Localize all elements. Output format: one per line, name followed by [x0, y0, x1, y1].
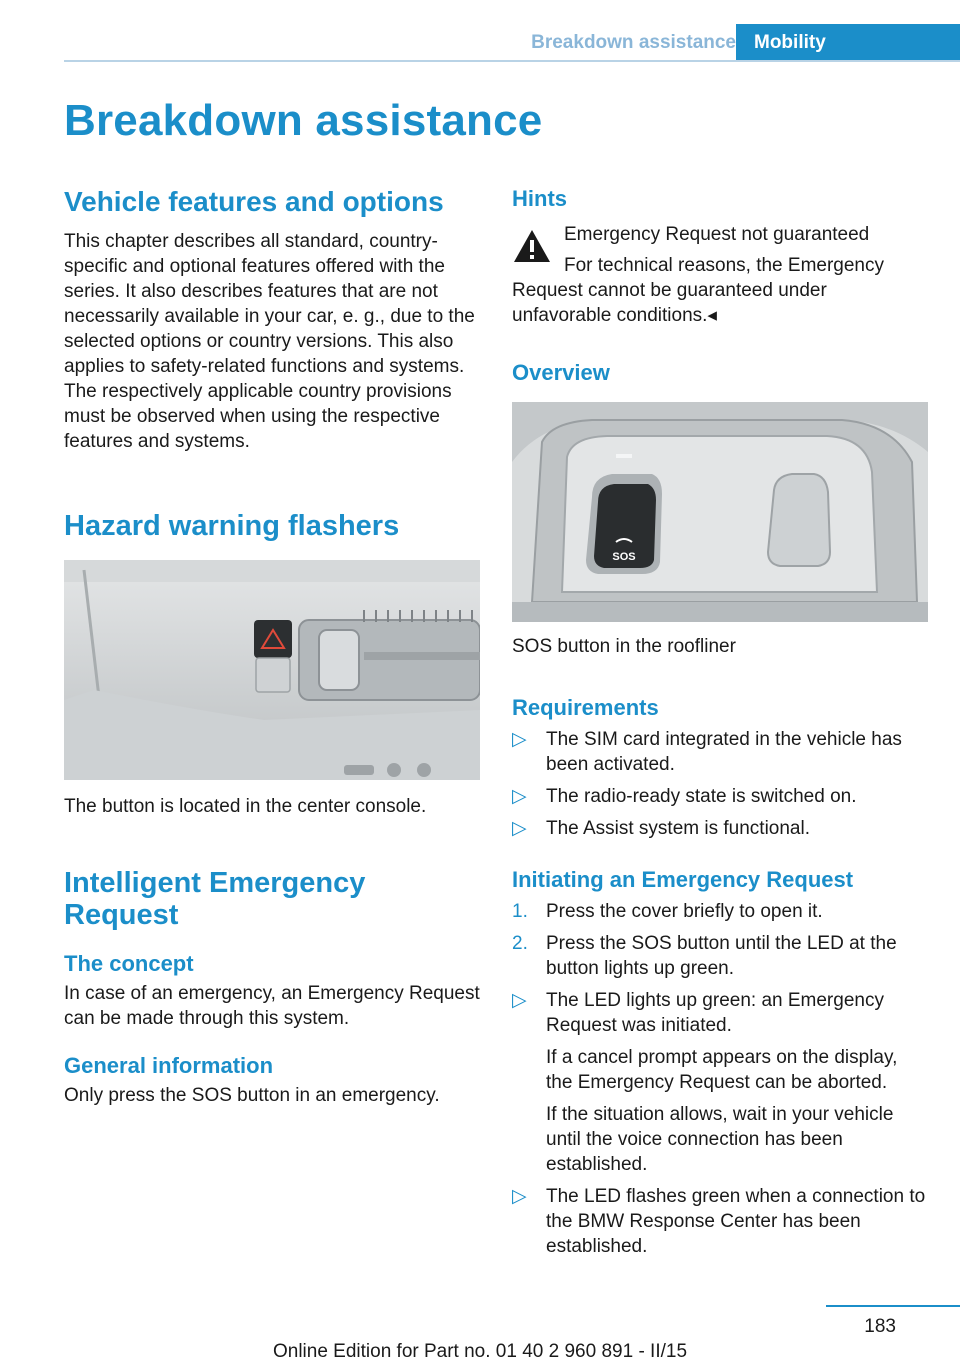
left-column — [64, 186, 480, 1108]
step-number: 1. — [512, 901, 528, 922]
warning-title: Emergency Request not guaranteed — [564, 224, 870, 245]
general-info-heading: General information — [64, 1053, 274, 1078]
bullet-marker: ▷ — [512, 729, 527, 750]
hazard-figure — [64, 560, 480, 780]
vehicle-features-heading: Vehicle features and options — [64, 186, 444, 217]
bullet-continuation: If the situation allows, wait in your vehicle until the voice connection has been established. — [546, 1104, 894, 1175]
initiating-steps — [512, 899, 928, 981]
right-column — [512, 186, 928, 1259]
bullet-marker: ▷ — [512, 990, 527, 1011]
page-number: 183 — [864, 1316, 896, 1337]
overview-heading: Overview — [512, 360, 610, 385]
sos-label: SOS — [612, 551, 636, 563]
sos-caption: SOS button in the roofliner — [512, 636, 736, 657]
bullet-continuation: If a cancel prompt appears on the display, the Emergency Request can be aborted. — [546, 1047, 898, 1093]
emergency-heading: Intelligent Emergency Request — [64, 867, 366, 931]
list-item: ▷ The Assist system is functional. — [512, 818, 810, 839]
step-number: 2. — [512, 933, 528, 954]
hazard-heading: Hazard warning flashers — [64, 510, 400, 542]
page-title: Breakdown assistance — [64, 96, 543, 145]
requirements-list — [512, 727, 928, 841]
sos-figure — [512, 402, 928, 622]
list-item: ▷ The radio-ready state is switched on. — [512, 786, 857, 807]
hints-heading: Hints — [512, 186, 567, 211]
hazard-console-illustration — [64, 560, 480, 780]
sos-roofliner-illustration — [512, 402, 928, 622]
header-rule — [64, 60, 960, 62]
concept-heading: The concept — [64, 951, 194, 976]
page-header — [0, 24, 960, 62]
list-item: ▷ The LED lights up green: an Emergency Request was initiated. If a cancel prompt appears on the display, the Emergency Request can be aborted. If the situation allows, wait in your vehicle until the voice connection has been established. — [512, 988, 928, 1177]
initiating-heading: Initiating an Emergency Request — [512, 867, 854, 892]
header-section-title: Breakdown assistance — [531, 32, 736, 53]
list-item: 1. Press the cover briefly to open it. — [512, 901, 823, 922]
list-item: 2. Press the SOS button until the LED at the button lights up green. — [512, 933, 897, 979]
end-mark: ◂ — [707, 305, 717, 326]
warning-triangle-icon — [512, 228, 552, 264]
list-item: ▷ The SIM card integrated in the vehicle has been activated. — [512, 729, 902, 775]
requirements-heading: Requirements — [512, 695, 659, 720]
bullet-marker: ▷ — [512, 786, 527, 807]
hazard-caption: The button is located in the center console. — [64, 796, 427, 817]
general-info-text: Only press the SOS button in an emergency. — [64, 1085, 440, 1106]
initiating-bullets — [512, 988, 928, 1259]
concept-text: In case of an emergency, an Emergency Request can be made through this system. — [64, 983, 480, 1029]
header-chapter-tab: Mobility — [736, 24, 960, 62]
warning-box — [512, 222, 928, 328]
bullet-marker: ▷ — [512, 818, 527, 839]
footer-edition: Online Edition for Part no. 01 40 2 960 891 - II/15 — [272, 1341, 688, 1362]
vehicle-features-text: This chapter describes all standard, country-specific and optional features offered with the series. It also describes features that are not necessarily available in your car, e. g., due to the selected options or country versions. This also applies to safety-related functions and systems. The respectively applicable country provisions must be observed when using the respective features and systems. — [64, 231, 475, 452]
list-item: ▷ The LED flashes green when a connection to the BMW Response Center has been established. — [512, 1186, 926, 1257]
bullet-marker: ▷ — [512, 1186, 527, 1207]
footer-rule — [826, 1305, 960, 1307]
warning-text: For technical reasons, the Emergency Request cannot be guaranteed under unfavorable conditions.◂ — [512, 255, 884, 326]
